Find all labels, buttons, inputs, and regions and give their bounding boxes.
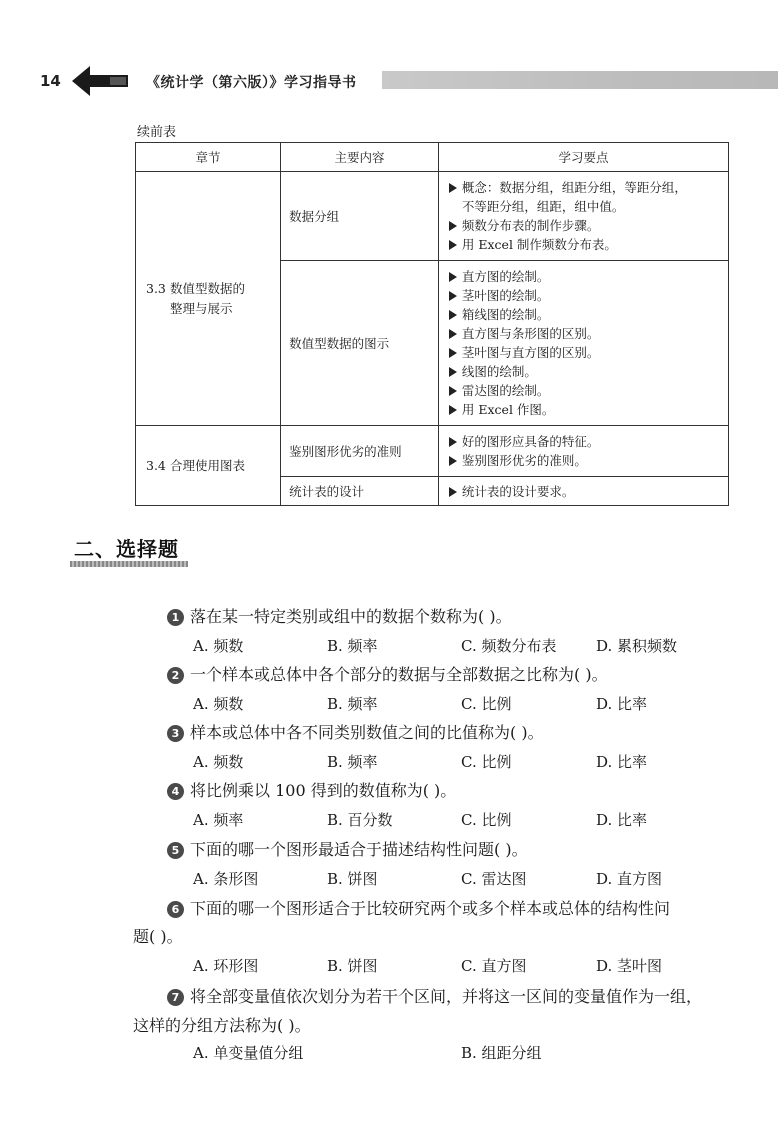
option: C. 频数分布表 [461, 637, 557, 655]
triangle-bullet-icon [449, 329, 457, 339]
chapter-title: 数值型数据的 [170, 280, 246, 296]
question-text: 下面的哪一个图形最适合于描述结构性问题( )。 [190, 840, 528, 859]
list-item: 茎叶图与直方图的区别。 [449, 343, 722, 362]
page-header [0, 60, 778, 104]
option: B. 频率 [327, 695, 378, 713]
content-cell: 统计表的设计 [281, 477, 439, 506]
list-item: 线图的绘制。 [449, 362, 722, 381]
option: B. 饼图 [327, 957, 378, 975]
content-cell: 数据分组 [281, 172, 439, 261]
option: B. 组距分组 [461, 1044, 542, 1062]
list-item-continuation: 不等距分组，组距，组中值。 [461, 199, 625, 214]
option: D. 比率 [596, 695, 648, 713]
option: A. 环形图 [193, 957, 259, 975]
option: C. 直方图 [461, 957, 527, 975]
option: D. 直方图 [596, 870, 663, 888]
triangle-bullet-icon [449, 240, 457, 250]
question-text-continuation: 这样的分组方法称为( )。 [133, 1016, 311, 1035]
study-points-table [135, 142, 729, 506]
option: D. 累积频数 [596, 637, 678, 655]
section-underline [70, 561, 188, 567]
chapter-cell-3-3 [136, 172, 281, 426]
triangle-bullet-icon [449, 291, 457, 301]
triangle-bullet-icon [449, 386, 457, 396]
option: A. 频数 [193, 637, 244, 655]
list-item: 箱线图的绘制。 [449, 305, 722, 324]
option: A. 频数 [193, 695, 244, 713]
points-cell [438, 261, 728, 426]
triangle-bullet-icon [449, 348, 457, 358]
continuation-label: 续前表 [137, 125, 177, 140]
option: B. 频率 [327, 753, 378, 771]
option: A. 频率 [193, 811, 244, 829]
question-text: 一个样本或总体中各个部分的数据与全部数据之比称为( )。 [190, 665, 608, 684]
list-item: 直方图的绘制。 [449, 267, 722, 286]
chapter-title: 整理与展示 [170, 300, 233, 316]
triangle-bullet-icon [449, 183, 457, 193]
triangle-bullet-icon [449, 487, 457, 497]
option: B. 百分数 [327, 811, 393, 829]
question-text: 下面的哪一个图形适合于比较研究两个或多个样本或总体的结构性问 [190, 899, 671, 918]
header-key-points: 学习要点 [438, 143, 728, 172]
list-item: 直方图与条形图的区别。 [449, 324, 722, 343]
option: D. 比率 [596, 811, 648, 829]
question-2 [167, 662, 608, 685]
content-cell: 数值型数据的图示 [281, 261, 439, 426]
question-number-badge: 1 [167, 609, 184, 626]
question-text: 样本或总体中各不同类别数值之间的比值称为( )。 [190, 723, 544, 742]
question-text: 将比例乘以 100 得到的数值称为( )。 [190, 781, 457, 800]
triangle-bullet-icon [449, 272, 457, 282]
question-number-badge: 5 [167, 842, 184, 859]
triangle-bullet-icon [449, 367, 457, 377]
book-title: 《统计学（第六版）》学习指导书 [146, 75, 357, 91]
question-text: 将全部变量值依次划分为若干个区间，并将这一区间的变量值作为一组， [190, 987, 703, 1006]
section-title: 二、选择题 [74, 537, 179, 561]
option: C. 比例 [461, 811, 512, 829]
header-band [382, 71, 778, 89]
list-item: 统计表的设计要求。 [449, 482, 722, 501]
question-number-badge: 2 [167, 667, 184, 684]
question-1 [167, 604, 512, 627]
header-chapter: 章节 [136, 143, 281, 172]
question-5 [167, 837, 528, 860]
list-item: 用 Excel 制作频数分布表。 [449, 235, 722, 254]
question-number-badge: 7 [167, 989, 184, 1006]
list-item: 鉴别图形优劣的准则。 [449, 451, 722, 470]
triangle-bullet-icon [449, 221, 457, 231]
list-item: 茎叶图的绘制。 [449, 286, 722, 305]
question-3 [167, 720, 544, 743]
list-item: 好的图形应具备的特征。 [449, 432, 722, 451]
chapter-title: 合理使用图表 [170, 457, 246, 473]
triangle-bullet-icon [449, 310, 457, 320]
points-cell [438, 477, 728, 506]
option: C. 比例 [461, 753, 512, 771]
list-item: 用 Excel 作图。 [449, 400, 722, 419]
question-text-continuation: 题( )。 [133, 927, 183, 946]
question-6 [167, 896, 670, 919]
option: B. 频率 [327, 637, 378, 655]
triangle-bullet-icon [449, 405, 457, 415]
question-number-badge: 4 [167, 783, 184, 800]
question-number-badge: 6 [167, 901, 184, 918]
chapter-number: 3.4 [146, 457, 166, 473]
option: A. 条形图 [193, 870, 259, 888]
table-row [136, 426, 729, 477]
question-7 [167, 984, 702, 1007]
question-number-badge: 3 [167, 725, 184, 742]
question-text: 落在某一特定类别或组中的数据个数称为( )。 [190, 607, 512, 626]
question-4 [167, 778, 456, 801]
table-row [136, 172, 729, 261]
list-item: 概念：数据分组，组距分组，等距分组， [449, 178, 722, 197]
option: C. 雷达图 [461, 870, 527, 888]
points-cell [438, 172, 728, 261]
page-number: 14 [40, 72, 61, 90]
list-item: 雷达图的绘制。 [449, 381, 722, 400]
table-header-row [136, 143, 729, 172]
points-cell [438, 426, 728, 477]
chapter-number: 3.3 [146, 280, 166, 296]
triangle-bullet-icon [449, 437, 457, 447]
chapter-cell-3-4 [136, 426, 281, 506]
left-arrow-icon [70, 64, 132, 98]
header-main-content: 主要内容 [281, 143, 439, 172]
option: B. 饼图 [327, 870, 378, 888]
option: C. 比例 [461, 695, 512, 713]
option: A. 频数 [193, 753, 244, 771]
content-cell: 鉴别图形优劣的准则 [281, 426, 439, 477]
option: D. 比率 [596, 753, 648, 771]
option: A. 单变量值分组 [193, 1044, 304, 1062]
list-item: 频数分布表的制作步骤。 [449, 216, 722, 235]
option: D. 茎叶图 [596, 957, 663, 975]
triangle-bullet-icon [449, 456, 457, 466]
